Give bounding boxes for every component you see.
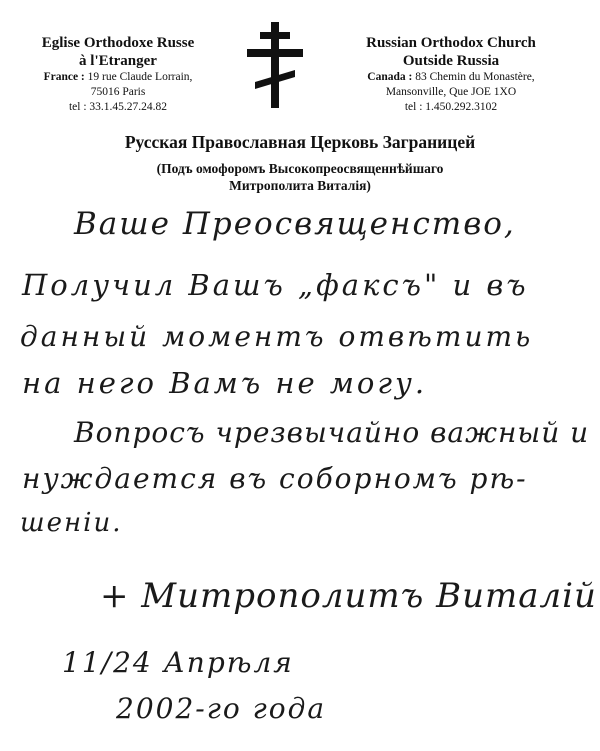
handwritten-line-6: нуждается въ соборномъ рѣ- <box>22 462 528 495</box>
letterhead-left <box>18 34 218 115</box>
street-ca: 83 Chemin du Monastère, <box>415 71 535 83</box>
country-ca: Canada : <box>367 71 413 83</box>
handwritten-line-1: Ваше Преосвященство, <box>74 206 516 242</box>
subtitle-line2: Митрополита Виталія) <box>229 178 371 193</box>
church-subtitle-ru <box>0 160 600 194</box>
address-ca-line2: Mansonville, Que JOE 1XO <box>385 86 517 98</box>
church-name-fr-line2: à l'Etranger <box>79 53 157 69</box>
church-name-fr-line1: Eglise Orthodoxe Russe <box>41 35 195 51</box>
subtitle-line1: (Подъ омофоромъ Высокопреосвященнѣйшаго <box>156 161 444 176</box>
phone-ca: tel : 1.450.292.3102 <box>404 101 498 113</box>
church-title-ru: Русская Православная Церковь Заграницей <box>124 132 476 152</box>
church-name-en-line2: Outside Russia <box>402 53 500 69</box>
church-name-en-line1: Russian Orthodox Church <box>366 35 536 51</box>
address-fr-line1 <box>18 70 218 85</box>
letterhead-right <box>340 34 562 115</box>
handwritten-line-2: Получил Вашъ „факсъ" и въ <box>22 268 529 302</box>
country-fr: France : <box>43 71 85 83</box>
address-fr-line2: 75016 Paris <box>90 86 146 98</box>
orthodox-cross-icon <box>247 22 303 108</box>
handwritten-line-7: шеніи. <box>20 508 123 538</box>
handwritten-line-4: на него Вамъ не могу. <box>22 366 428 400</box>
address-ca-line1 <box>340 70 562 85</box>
handwritten-date-line1: 11/24 Апрѣля <box>62 646 294 679</box>
phone-fr: tel : 33.1.45.27.24.82 <box>68 101 168 113</box>
street-fr: 19 rue Claude Lorrain, <box>87 71 193 83</box>
signature: + Митрополитъ Виталій <box>100 576 597 616</box>
handwritten-line-5: Вопросъ чрезвычайно важный и <box>74 416 590 449</box>
handwritten-date-line2: 2002-го года <box>116 692 327 725</box>
handwritten-line-3: данный моментъ отвѣтить <box>20 320 534 353</box>
